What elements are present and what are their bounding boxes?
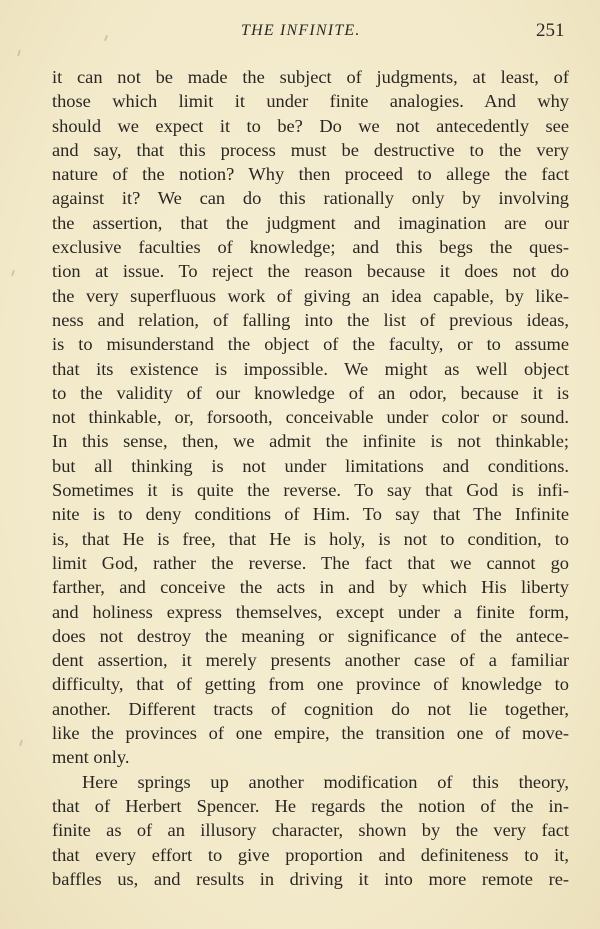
text-line: dent assertion, it merely presents another case of a familiar: [52, 650, 569, 671]
text-line: is, that He is free, that He is holy, is not to condition, to: [52, 528, 569, 549]
text-line: against it? We can do this rationally only by involving: [52, 188, 569, 209]
text-line: tion at issue. To reject the reason because it does not do: [52, 261, 569, 282]
text-line: Sometimes it is quite the reverse. To say that God is infi-: [52, 480, 569, 501]
text-line: finite as of an illusory character, shown by the very fact: [52, 820, 569, 841]
text-line: it can not be made the subject of judgments, at least, of: [52, 67, 569, 87]
text-line: should we expect it to be? Do we not antecedently see: [52, 115, 569, 136]
text-line: and say, that this process must be destructive to the very: [52, 139, 569, 160]
text-line: to the validity of our knowledge of an odor, because it is: [52, 382, 569, 403]
text-line: that of Herbert Spencer. He regards the notion of the in-: [52, 795, 569, 816]
text-line: baffles us, and results in driving it into more remote re-: [52, 868, 569, 889]
text-line-paragraph-start: Here springs up another modification of this theory,: [82, 771, 569, 792]
text-line: the assertion, that the judgment and imagination are our: [52, 212, 569, 233]
text-line: nature of the notion? Why then proceed to allege the fact: [52, 164, 569, 185]
text-line: but all thinking is not under limitations and conditions.: [52, 455, 569, 476]
text-line: ment only.: [52, 747, 130, 768]
text-line: the very superfluous work of giving an idea capable, by like-: [52, 285, 569, 306]
paper-speck: [17, 50, 21, 56]
text-line: is to misunderstand the object of the faculty, or to assume: [52, 334, 569, 355]
chapter-title: THE INFINITE.: [241, 22, 361, 39]
paper-speck: [11, 270, 15, 276]
paper-speck: [19, 740, 23, 746]
text-line: another. Different tracts of cognition do not lie together,: [52, 698, 569, 719]
body-text: [52, 65, 569, 891]
text-line: like the provinces of one empire, the transition one of move-: [52, 723, 569, 744]
text-line: limit God, rather the reverse. The fact that we cannot go: [52, 552, 569, 573]
text-line: In this sense, then, we admit the infinite is not thinkable;: [52, 431, 569, 452]
text-line: difficulty, that of getting from one province of knowledge to: [52, 674, 569, 695]
text-line: ness and relation, of falling into the list of previous ideas,: [52, 309, 569, 330]
text-line: and holiness express themselves, except under a finite form,: [52, 601, 569, 622]
text-line: not thinkable, or, forsooth, conceivable under color or sound.: [52, 407, 569, 428]
text-line: farther, and conceive the acts in and by which His liberty: [52, 577, 569, 598]
text-line: those which limit it under finite analogies. And why: [52, 91, 569, 112]
text-line: that every effort to give proportion and definiteness to it,: [52, 844, 569, 865]
text-line: nite is to deny conditions of Him. To say that The Infinite: [52, 504, 569, 525]
running-head: [0, 22, 600, 46]
text-line: does not destroy the meaning or significance of the antece-: [52, 625, 569, 646]
text-line: that its existence is impossible. We might as well object: [52, 358, 569, 379]
text-line: exclusive faculties of knowledge; and this begs the ques-: [52, 237, 569, 258]
page-number: 251: [536, 20, 565, 41]
